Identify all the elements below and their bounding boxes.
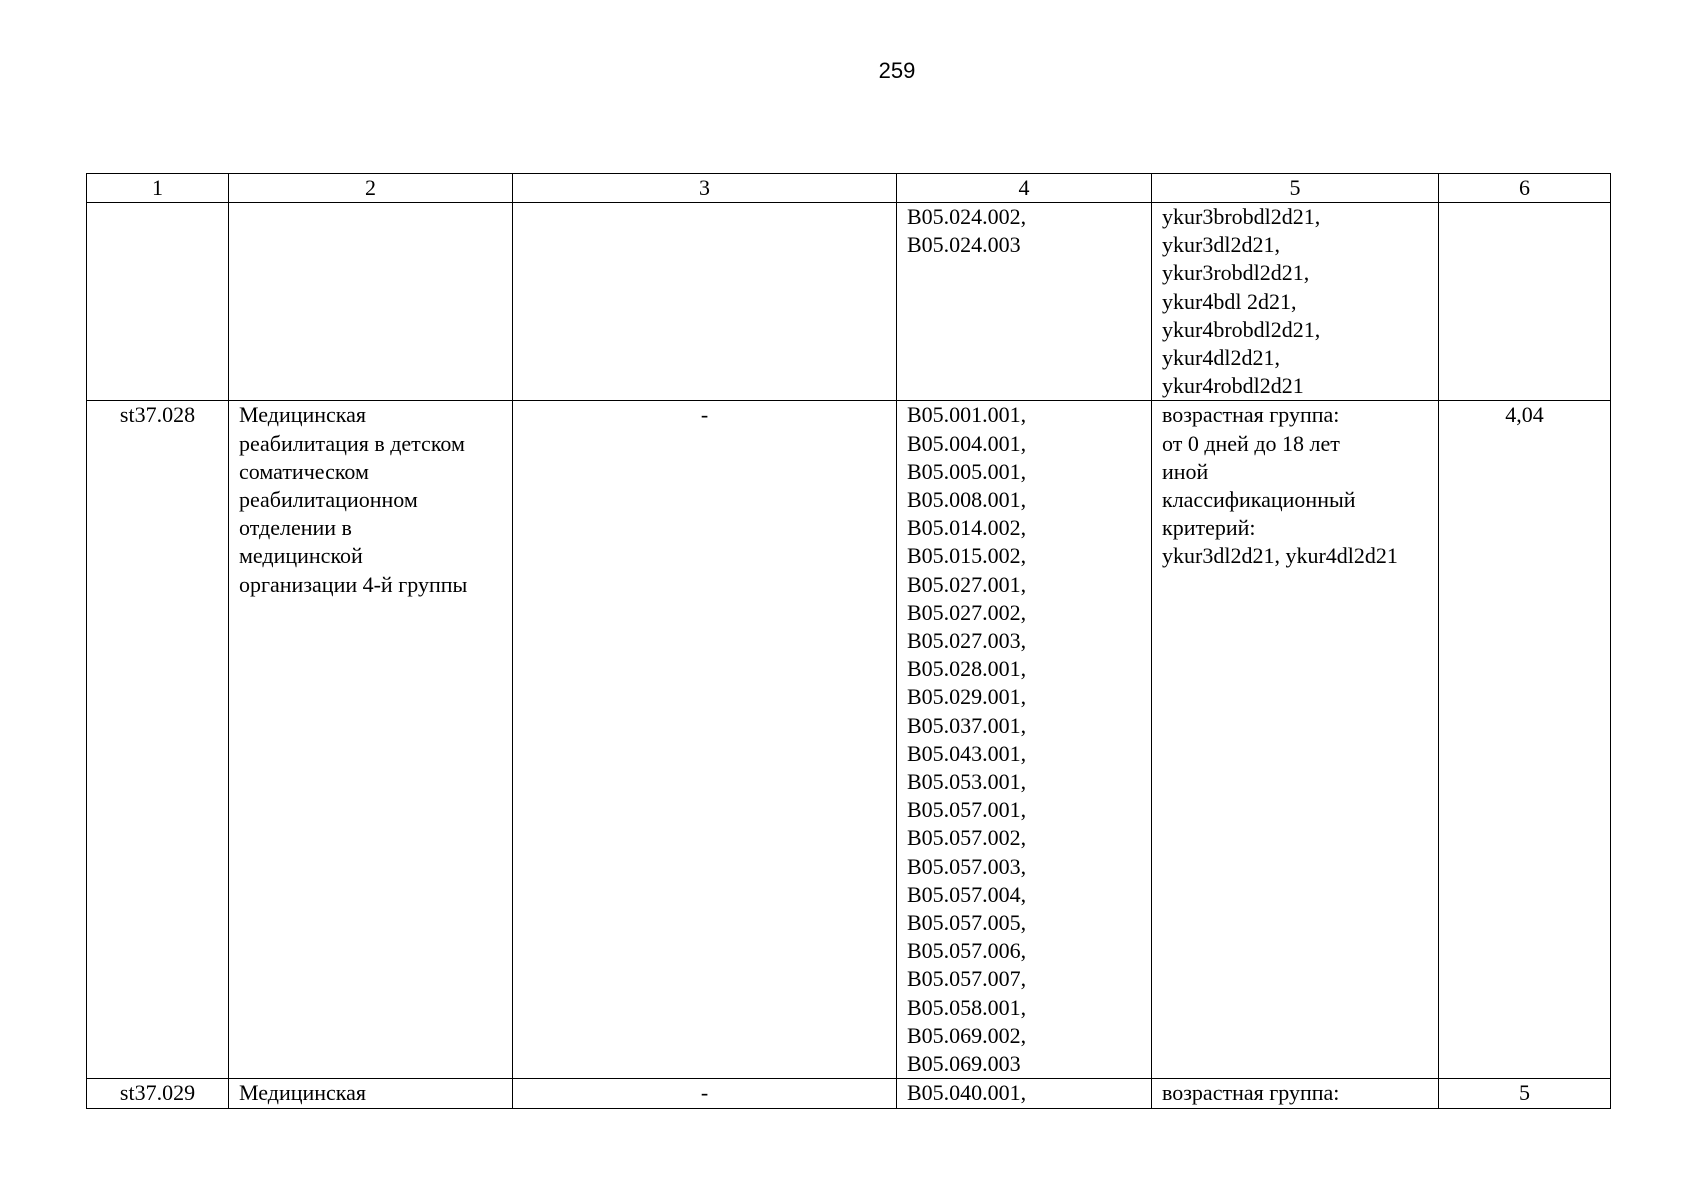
header-cell: 3: [513, 174, 897, 203]
code-cell: [87, 203, 229, 401]
service-code: B05.001.001,: [907, 402, 1027, 428]
service-code: B05.014.002,: [907, 515, 1027, 541]
criteria-line: возрастная группа:: [1162, 1080, 1340, 1106]
code-cell: st37.028: [87, 401, 229, 1079]
name-line: реабилитация в детском: [239, 430, 465, 456]
header-cell: 4: [897, 174, 1152, 203]
service-code: B05.057.007,: [907, 966, 1027, 992]
name-line: отделении в: [239, 515, 352, 541]
coefficient-cell: 4,04: [1439, 401, 1611, 1079]
service-code: B05.057.004,: [907, 881, 1027, 907]
criteria-line: ykur4robdl2d21: [1162, 373, 1304, 399]
header-cell: 6: [1439, 174, 1611, 203]
criteria-line: ykur4dl2d21,: [1162, 345, 1280, 371]
service-code: B05.027.002,: [907, 599, 1027, 625]
criteria-cell: [1152, 1079, 1439, 1108]
name-cell: [229, 203, 513, 401]
criteria-cell: [1152, 203, 1439, 401]
service-code: B05.027.001,: [907, 571, 1027, 597]
service-code: B05.024.002,: [907, 204, 1027, 229]
service-code: B05.004.001,: [907, 430, 1027, 456]
name-line: медицинской: [239, 543, 363, 569]
service-code: B05.069.003: [907, 1051, 1021, 1077]
service-code: B05.057.005,: [907, 910, 1027, 936]
service-code: B05.029.001,: [907, 684, 1027, 710]
header-cell: 2: [229, 174, 513, 203]
name-line: соматическом: [239, 458, 369, 484]
service-code: B05.053.001,: [907, 769, 1027, 795]
service-code: B05.005.001,: [907, 458, 1027, 484]
service-code: B05.043.001,: [907, 740, 1027, 766]
service-code: B05.058.001,: [907, 994, 1027, 1020]
code-cell: st37.029: [87, 1079, 229, 1108]
name-cell: [229, 1079, 513, 1108]
criteria-line: ykur4bdl 2d21,: [1162, 288, 1297, 314]
services-cell: [897, 1079, 1152, 1108]
criteria-line: критерий:: [1162, 515, 1256, 541]
page-number: 259: [878, 58, 916, 83]
name-line: Медицинская: [239, 402, 367, 428]
service-code: B05.037.001,: [907, 712, 1027, 738]
tariff-table: [86, 173, 1611, 1109]
criteria-line: иной: [1162, 458, 1209, 484]
service-code: B05.057.006,: [907, 938, 1027, 964]
table-row: [87, 1079, 1611, 1108]
name-line: организации 4-й группы: [239, 571, 468, 597]
criteria-line: возрастная группа:: [1162, 402, 1340, 428]
services-cell: [897, 401, 1152, 1079]
coefficient-cell: [1439, 203, 1611, 401]
header-cell: 5: [1152, 174, 1439, 203]
service-code: B05.008.001,: [907, 487, 1027, 513]
criteria-line: от 0 дней до 18 лет: [1162, 430, 1340, 456]
name-line: Медицинская: [239, 1080, 367, 1106]
service-code: B05.015.002,: [907, 543, 1027, 569]
criteria-line: классификационный: [1162, 487, 1356, 513]
table-row: [87, 203, 1611, 401]
service-code: B05.028.001,: [907, 656, 1027, 682]
criteria-cell: [1152, 401, 1439, 1079]
header-cell: 1: [87, 174, 229, 203]
criteria-line: ykur3brobdl2d21,: [1162, 204, 1321, 229]
col3-cell: [513, 203, 897, 401]
criteria-line: ykur3dl2d21,: [1162, 232, 1280, 258]
table-row: [87, 401, 1611, 1079]
service-code: B05.057.001,: [907, 797, 1027, 823]
service-code: B05.027.003,: [907, 628, 1027, 654]
services-cell: [897, 203, 1152, 401]
table-header-row: [87, 174, 1611, 203]
service-code: B05.024.003: [907, 232, 1021, 258]
name-cell: [229, 401, 513, 1079]
service-code: B05.069.002,: [907, 1022, 1027, 1048]
name-line: реабилитационном: [239, 487, 418, 513]
criteria-line: ykur4brobdl2d21,: [1162, 316, 1321, 342]
coefficient-cell: 5: [1439, 1079, 1611, 1108]
criteria-line: ykur3dl2d21, ykur4dl2d21: [1162, 543, 1398, 569]
service-code: B05.057.003,: [907, 853, 1027, 879]
col3-cell: -: [513, 401, 897, 1079]
criteria-line: ykur3robdl2d21,: [1162, 260, 1310, 286]
service-code: B05.040.001,: [907, 1080, 1027, 1106]
service-code: B05.057.002,: [907, 825, 1027, 851]
col3-cell: -: [513, 1079, 897, 1108]
